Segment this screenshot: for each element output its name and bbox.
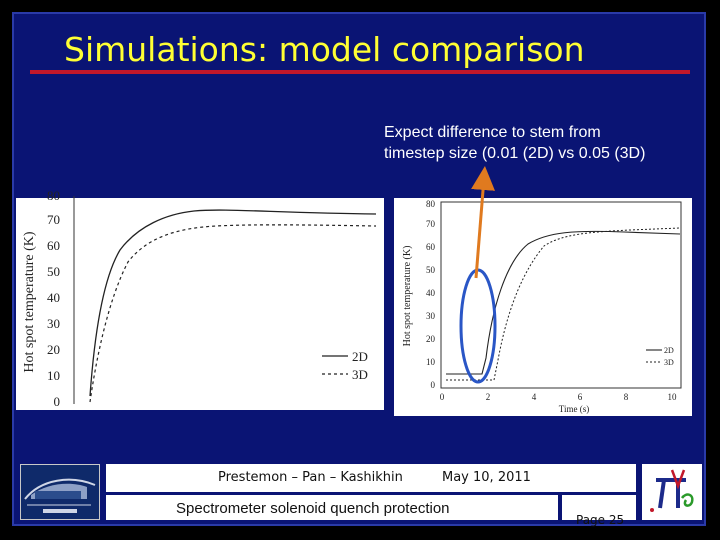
right-ytick-60: 60 (426, 242, 435, 252)
right-ytick-20: 20 (426, 334, 435, 344)
left-ytick-30: 30 (47, 316, 60, 331)
right-plot-ylabel: Hot spot temperature (K) (402, 245, 413, 347)
right-xtick-10: 10 (667, 392, 677, 402)
left-plot-ylabel: Hot spot temperature (K) (22, 231, 37, 373)
highlight-ellipse (461, 270, 495, 382)
right-ytick-50: 50 (426, 265, 435, 275)
right-legend-2d: 2D (664, 346, 674, 355)
left-legend-3d: 3D (352, 367, 368, 382)
right-ytick-0: 0 (430, 380, 435, 390)
callout-overlay (14, 14, 708, 528)
annotation-line-1: Expect difference to stem from (384, 124, 601, 141)
right-ytick-70: 70 (426, 219, 435, 229)
right-xtick-4: 4 (531, 392, 537, 402)
mice-pi-logo (642, 464, 702, 520)
slide-frame (12, 12, 706, 526)
lbnl-logo (20, 464, 100, 520)
right-ytick-10: 10 (426, 357, 435, 367)
footer-authors: Prestemon – Pan – Kashikhin (218, 470, 403, 485)
left-ytick-20: 20 (47, 342, 60, 357)
right-xtick-0: 0 (439, 392, 445, 402)
left-ytick-50: 50 (47, 264, 60, 279)
annotation-line-2: timestep size (0.01 (2D) vs 0.05 (3D) (384, 145, 646, 162)
footer-page-separator (558, 495, 562, 520)
footer-page-number: Page 25 (576, 513, 625, 527)
footer-divider (106, 492, 636, 495)
right-ytick-80: 80 (426, 199, 435, 209)
footer-date: May 10, 2011 (442, 470, 531, 485)
left-ytick-80: 80 (47, 188, 60, 203)
right-xtick-8: 8 (623, 392, 629, 402)
left-ytick-60: 60 (47, 238, 60, 253)
footer-panel (106, 464, 636, 520)
left-ytick-10: 10 (47, 368, 60, 383)
left-legend-2d: 2D (352, 349, 368, 364)
left-ytick-70: 70 (47, 212, 60, 227)
mice-pi-icon (642, 464, 702, 520)
lbnl-logo-icon (21, 465, 99, 519)
slide-footer (18, 464, 704, 527)
right-xtick-2: 2 (485, 392, 491, 402)
right-plot-xlabel: Time (s) (558, 404, 590, 414)
left-ytick-0: 0 (53, 394, 60, 409)
footer-talk-title: Spectrometer solenoid quench protection (176, 500, 450, 517)
right-legend-3d: 3D (664, 358, 674, 367)
right-ytick-40: 40 (426, 288, 435, 298)
left-ytick-40: 40 (47, 290, 60, 305)
slide-title: Simulations: model comparison (64, 30, 585, 69)
right-xtick-6: 6 (577, 392, 583, 402)
right-ytick-30: 30 (426, 311, 435, 321)
callout-arrow (476, 178, 484, 278)
